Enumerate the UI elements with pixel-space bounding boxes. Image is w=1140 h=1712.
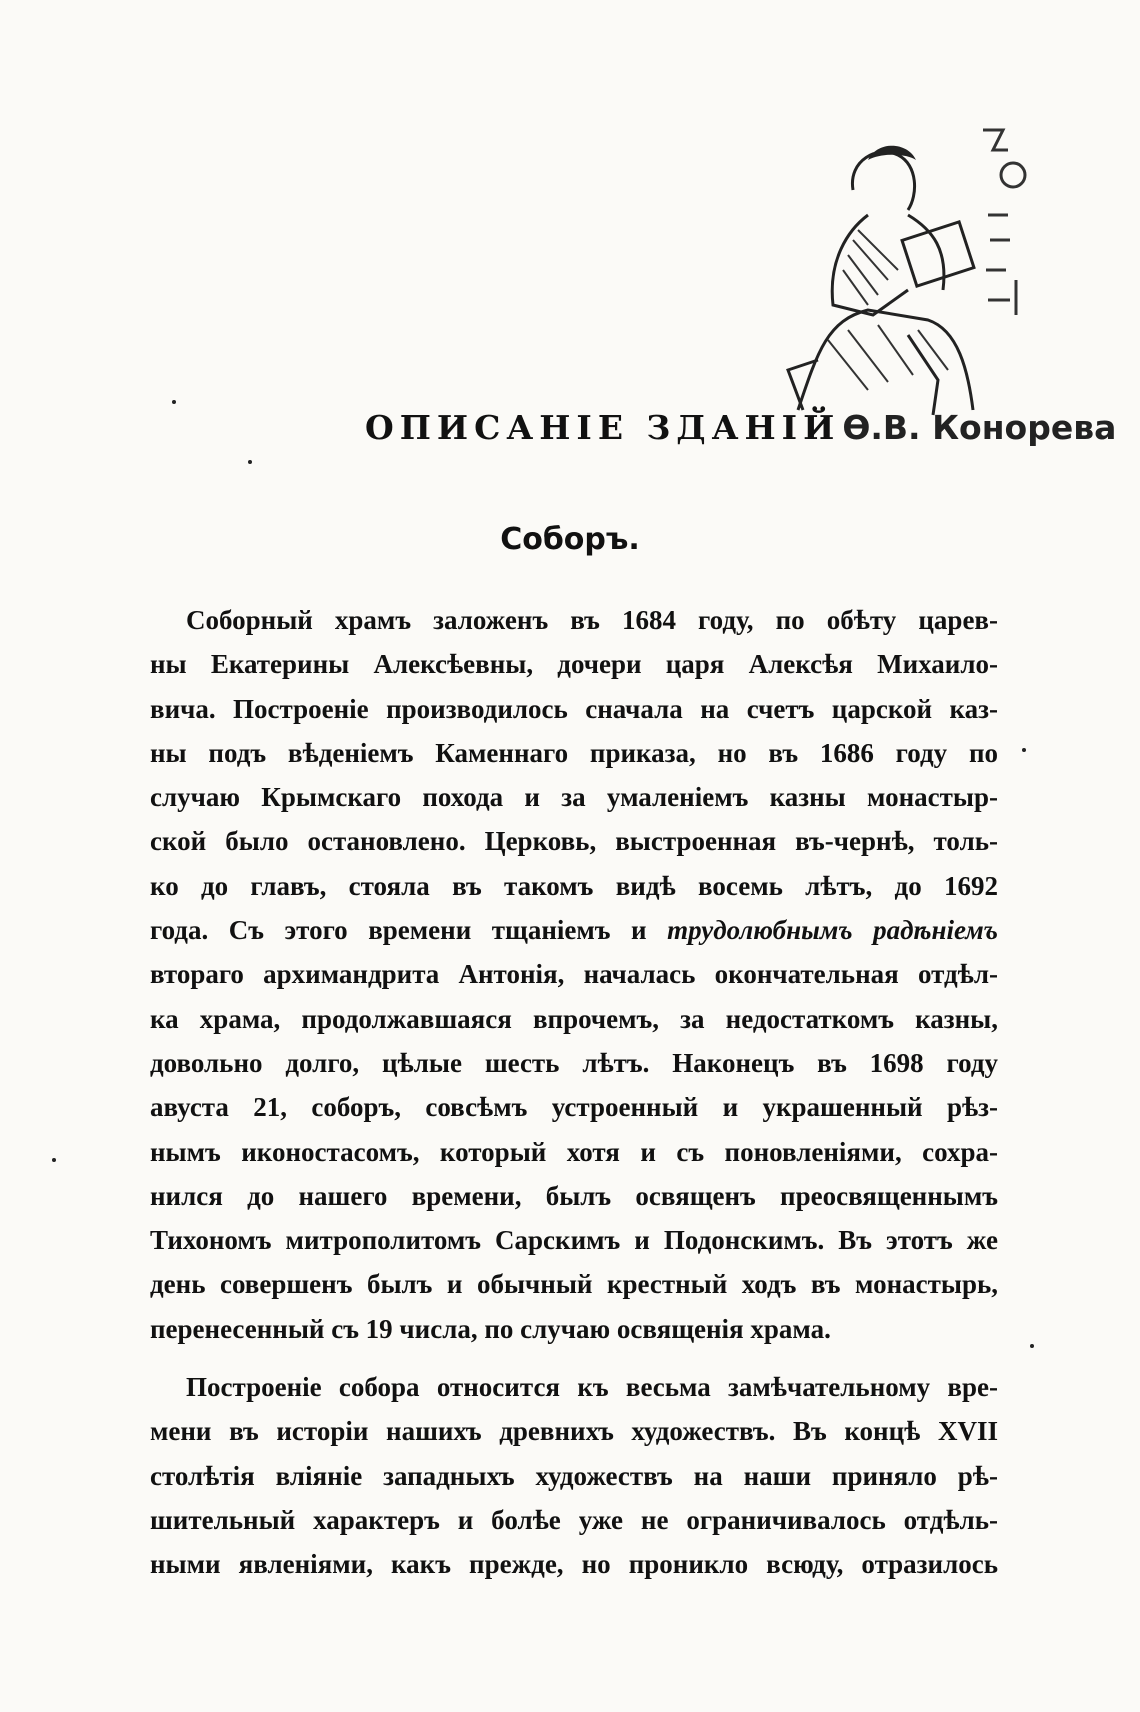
page-heading <box>365 408 1116 447</box>
print-speck <box>1030 1344 1034 1348</box>
text-line: столѣтія вліяніе западныхъ художествъ на наши приняло рѣ- <box>150 1460 998 1491</box>
text-line: Соборный храмъ заложенъ въ 1684 году, по обѣту царев- <box>186 605 998 635</box>
section-title: Соборъ. <box>500 522 640 557</box>
text-line: довольно долго, цѣлые шесть лѣтъ. Наконецъ въ 1698 году <box>150 1047 998 1078</box>
owner-stamp: Ө.В. Конорева <box>842 408 1117 447</box>
text-line: авуста 21, соборъ, совсѣмъ устроенный и украшенный рѣз- <box>150 1092 998 1123</box>
text-line: Построеніе собора относится къ весьма замѣчательному вре- <box>186 1372 998 1403</box>
text-segment: года. Съ этого времени тщаніемъ и <box>150 915 668 946</box>
text-line: день совершенъ былъ и обычный крестный ходъ въ монастырь, <box>150 1269 998 1300</box>
text-line: Тихономъ митрополитомъ Сарскимъ и Подонскимъ. Въ этотъ же <box>150 1225 998 1256</box>
text-line: ской было остановлено. Церковь, выстроенная въ-чернѣ, толь- <box>150 826 998 857</box>
print-speck <box>248 460 252 464</box>
scribe-vignette-illustration <box>758 120 1028 420</box>
text-line: втораго архимандрита Антонія, началась окончательная отдѣл- <box>150 959 998 990</box>
text-line: ны Екатерины Алексѣевны, дочери царя Алексѣя Михаило- <box>150 649 998 680</box>
text-line: вича. Построеніе производилось сначала на счетъ царской каз- <box>150 693 998 724</box>
text-line: нымъ иконостасомъ, который хотя и съ поновленіями, сохра- <box>150 1136 998 1167</box>
text-line: ка храма, продолжавшаяся впрочемъ, за недостаткомъ казны, <box>150 1003 998 1034</box>
text-line: ко до главъ, стояла въ такомъ видѣ восемь лѣтъ, до 1692 <box>150 870 998 901</box>
text-line: ны подъ вѣденіемъ Каменнаго приказа, но въ 1686 году по <box>150 737 998 768</box>
italic-phrase: трудолюбнымъ радѣніемъ <box>667 915 998 946</box>
text-line: ными явленіями, какъ прежде, но проникло всюду, отразилось <box>150 1549 998 1580</box>
print-speck <box>1022 748 1026 752</box>
print-speck <box>52 1158 56 1162</box>
text-line: шительный характеръ и болѣе уже не ограничивалось отдѣль- <box>150 1504 998 1535</box>
body-text <box>150 598 998 1587</box>
text-line-with-italic <box>150 908 998 952</box>
text-line: мени въ исторіи нашихъ древнихъ художествъ. Въ концѣ XVII <box>150 1416 998 1447</box>
text-line: нился до нашего времени, былъ освященъ преосвященнымъ <box>150 1180 998 1211</box>
print-speck <box>172 400 176 404</box>
text-line: случаю Крымскаго похода и за умаленіемъ казны монастыр- <box>150 782 998 813</box>
text-line: перенесенный съ 19 числа, по случаю освященія храма. <box>150 1313 831 1344</box>
heading-text: ОПИСАНІЕ ЗДАНІЙ <box>365 408 841 447</box>
